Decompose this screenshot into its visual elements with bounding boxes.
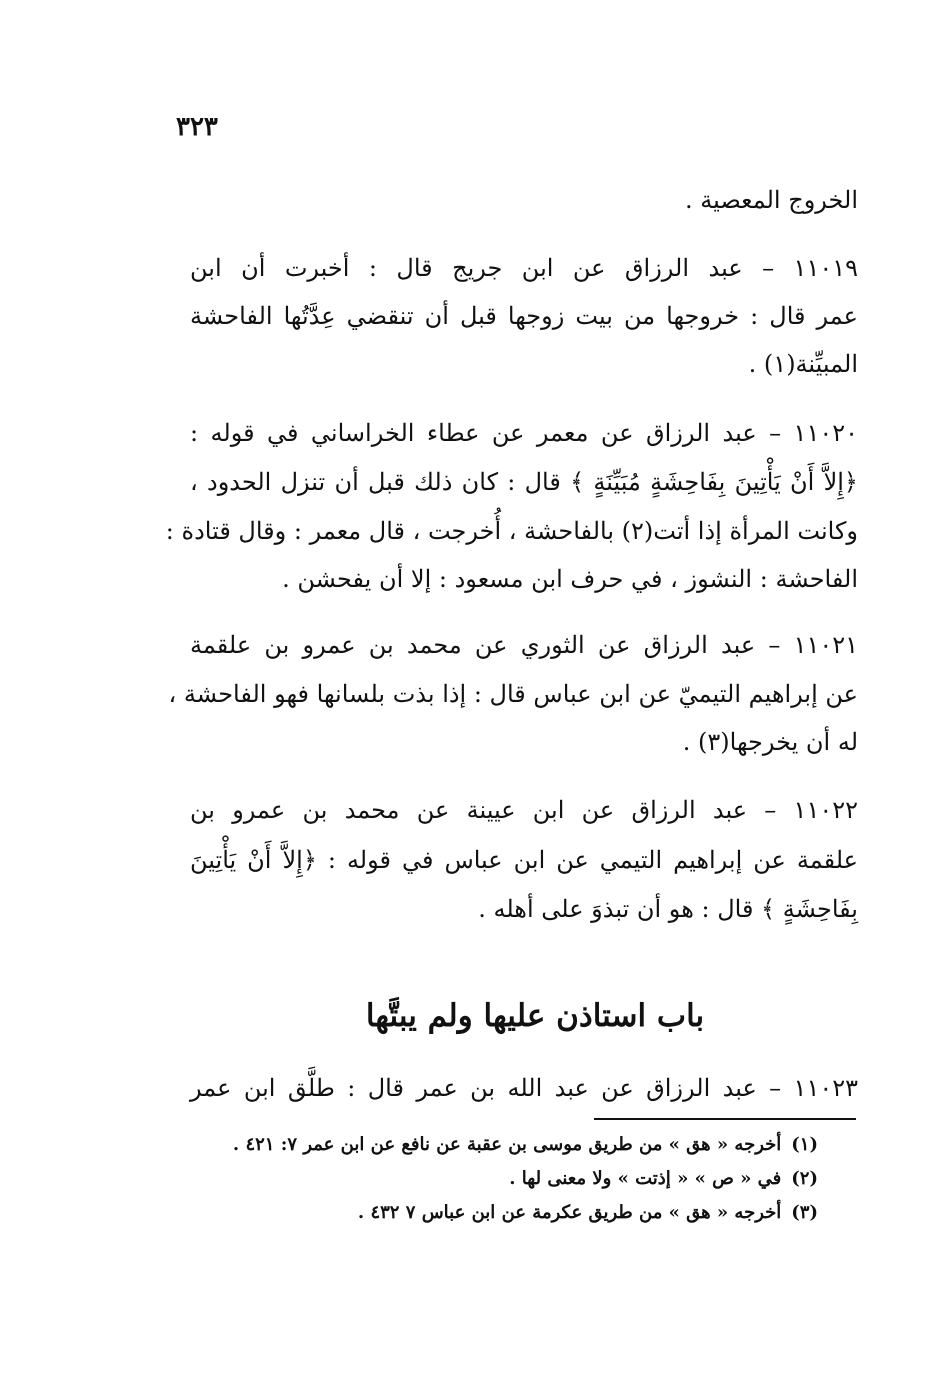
page-number: ٣٢٣ — [176, 112, 218, 142]
text-line: الخروج المعصية . — [684, 186, 858, 214]
footnote-text: في « ص » « إذتت » ولا معنى لها . — [509, 1168, 782, 1189]
hadith-11020-line: ١١٠٢٠ – عبد الرزاق عن معمر عن عطاء الخراساني في قوله : — [190, 419, 858, 447]
text-line: له أن يخرجها(٣) . — [682, 728, 858, 756]
footnote-divider — [594, 1118, 856, 1120]
footnote-3 — [358, 1198, 818, 1228]
hadith-11023-line: ١١٠٢٣ – عبد الرزاق عن عبد الله بن عمر قال : طلَّق ابن عمر — [190, 1074, 858, 1102]
footnote-text: أخرجه « هق » من طريق عكرمة عن ابن عباس ٧ ٤٣٢ . — [357, 1202, 782, 1223]
hadith-11021-line: ١١٠٢١ – عبد الرزاق عن الثوري عن محمد بن عمرو بن علقمة — [190, 631, 859, 659]
text-line: الفاحشة : النشوز ، في حرف ابن مسعود : إلا أن يفحشن . — [282, 565, 858, 593]
hadith-11019-line: ١١٠١٩ – عبد الرزاق عن ابن جريج قال : أخبرت أن ابن — [190, 254, 858, 282]
text-line: بِفَاحِشَةٍ ﴾ قال : هو أن تبذوَ على أهله . — [478, 895, 858, 923]
footnote-number: (٢) — [791, 1168, 818, 1189]
footnote-number: (٣) — [791, 1202, 818, 1223]
chapter-heading: باب استاذن عليها ولم يبتَّها — [365, 998, 705, 1034]
footnote-2 — [509, 1164, 818, 1194]
text-line: وكانت المرأة إذا أتت(٢) بالفاحشة ، أُخرجت ، قال معمر : وقال قتادة : — [165, 517, 858, 545]
footnote-number: (١) — [791, 1134, 818, 1155]
footnote-text: أخرجه « هق » من طريق موسى بن عقبة عن نافع عن ابن عمر ٧: ٤٢١ . — [232, 1134, 782, 1155]
text-line: عمر قال : خروجها من بيت زوجها قبل أن تنقضي عِدَّتُها الفاحشة — [190, 302, 858, 330]
quran-verse-line: علقمة عن إبراهيم التيمي عن ابن عباس في قوله : ﴿إِلاَّ أَنْ يَأْتِينَ — [190, 846, 858, 874]
footnote-1 — [233, 1130, 818, 1160]
text-line: عن إبراهيم التيميّ عن ابن عباس قال : إذا بذت بلسانها فهو الفاحشة ، — [168, 680, 858, 708]
text-line: المبيِّنة(١) . — [748, 350, 858, 378]
quran-verse-line: ﴿إِلاَّ أَنْ يَأْتِينَ بِفَاحِشَةٍ مُبَيِّنَةٍ ﴾ قال : كان ذلك قبل أن تنزل الحدود ، — [190, 468, 858, 496]
hadith-11022-line: ١١٠٢٢ – عبد الرزاق عن ابن عيينة عن محمد بن عمرو بن — [190, 796, 858, 824]
